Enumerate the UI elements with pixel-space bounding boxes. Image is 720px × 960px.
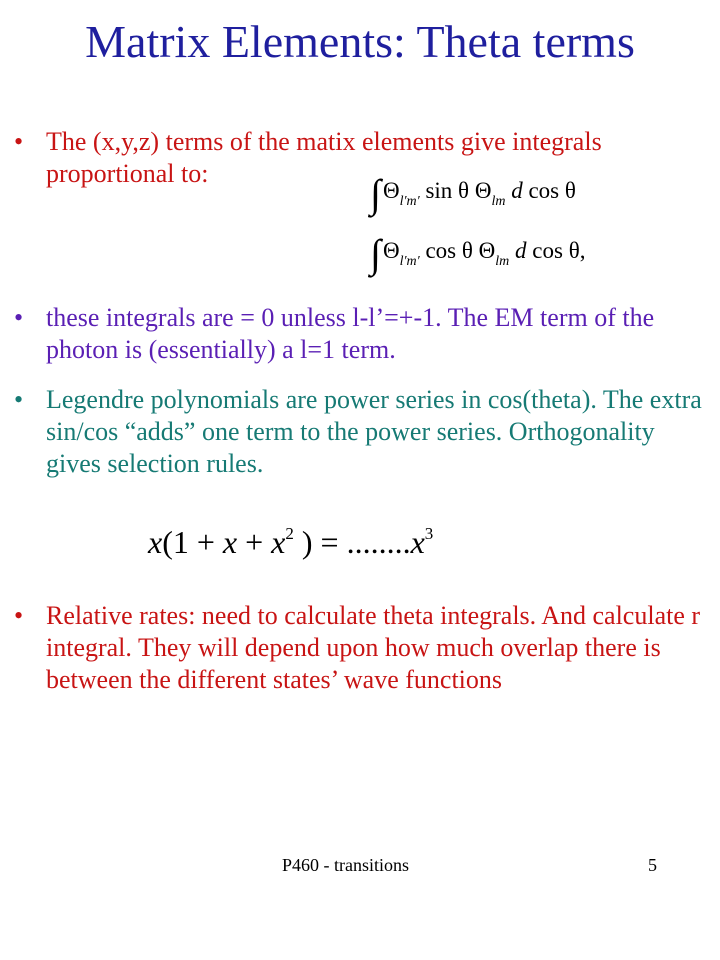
paren-open: (1 + <box>162 524 223 560</box>
integral-sign: ∫ <box>370 231 381 276</box>
theta-symbol: Θ <box>478 238 496 263</box>
bullet-text: these integrals are = 0 unless l-l’=+-1. The EM term of the photon is (essentially) a l=1 term. <box>46 303 655 364</box>
paren-close-equals: ) = <box>293 524 347 560</box>
bullet-relative-rates <box>14 600 714 696</box>
plus-sign: + <box>237 524 272 560</box>
variable-x: x <box>148 524 163 560</box>
theta-symbol: Θ <box>382 178 400 203</box>
theta-subscript: lm <box>491 194 506 209</box>
exponent: 3 <box>424 524 434 543</box>
bullet-text: The (x,y,z) terms of the matix elements give integrals proportional to: <box>46 127 602 188</box>
bullet-marker: • <box>14 385 24 414</box>
equation-integral-sin <box>370 170 576 217</box>
theta-symbol: Θ <box>382 238 400 263</box>
slide-title: Matrix Elements: Theta terms <box>85 16 635 67</box>
bullet-text: Relative rates: need to calculate theta integrals. And calculate r integral. They will depend upon how much overlap there is between the different states’ wave functions <box>46 601 701 694</box>
differential-variable: cos θ <box>528 178 576 203</box>
theta-symbol: Θ <box>474 178 492 203</box>
theta-subscript: l′m′ <box>399 194 420 209</box>
differential: d <box>511 178 523 203</box>
bullet-legendre <box>14 384 714 480</box>
bullet-marker: • <box>14 303 24 332</box>
integral-sign: ∫ <box>370 171 381 216</box>
trig-term: cos θ <box>425 238 473 263</box>
equation-end: , <box>579 238 586 263</box>
variable-x: x <box>410 524 425 560</box>
differential-variable: cos θ <box>532 238 580 263</box>
bullet-selection-rule <box>14 302 714 366</box>
variable-x: x <box>271 524 286 560</box>
trig-term: sin θ <box>425 178 470 203</box>
page-number: 5 <box>648 855 657 875</box>
bullet-marker: • <box>14 127 24 156</box>
variable-x: x <box>222 524 238 560</box>
theta-subscript: lm <box>495 254 510 269</box>
ellipsis-dots: ........ <box>346 524 411 560</box>
exponent: 2 <box>285 524 294 543</box>
bullet-text: Legendre polynomials are power series in cos(theta). The extra sin/cos “adds” one term to the power series. Orthogonality gives selection rules. <box>46 385 702 478</box>
theta-subscript: l′m′ <box>399 254 420 269</box>
equation-power-series <box>148 524 433 561</box>
bullet-marker: • <box>14 601 24 630</box>
differential: d <box>515 238 527 263</box>
equation-integral-cos <box>370 230 585 277</box>
footer-course-label: P460 - transitions <box>282 855 410 875</box>
